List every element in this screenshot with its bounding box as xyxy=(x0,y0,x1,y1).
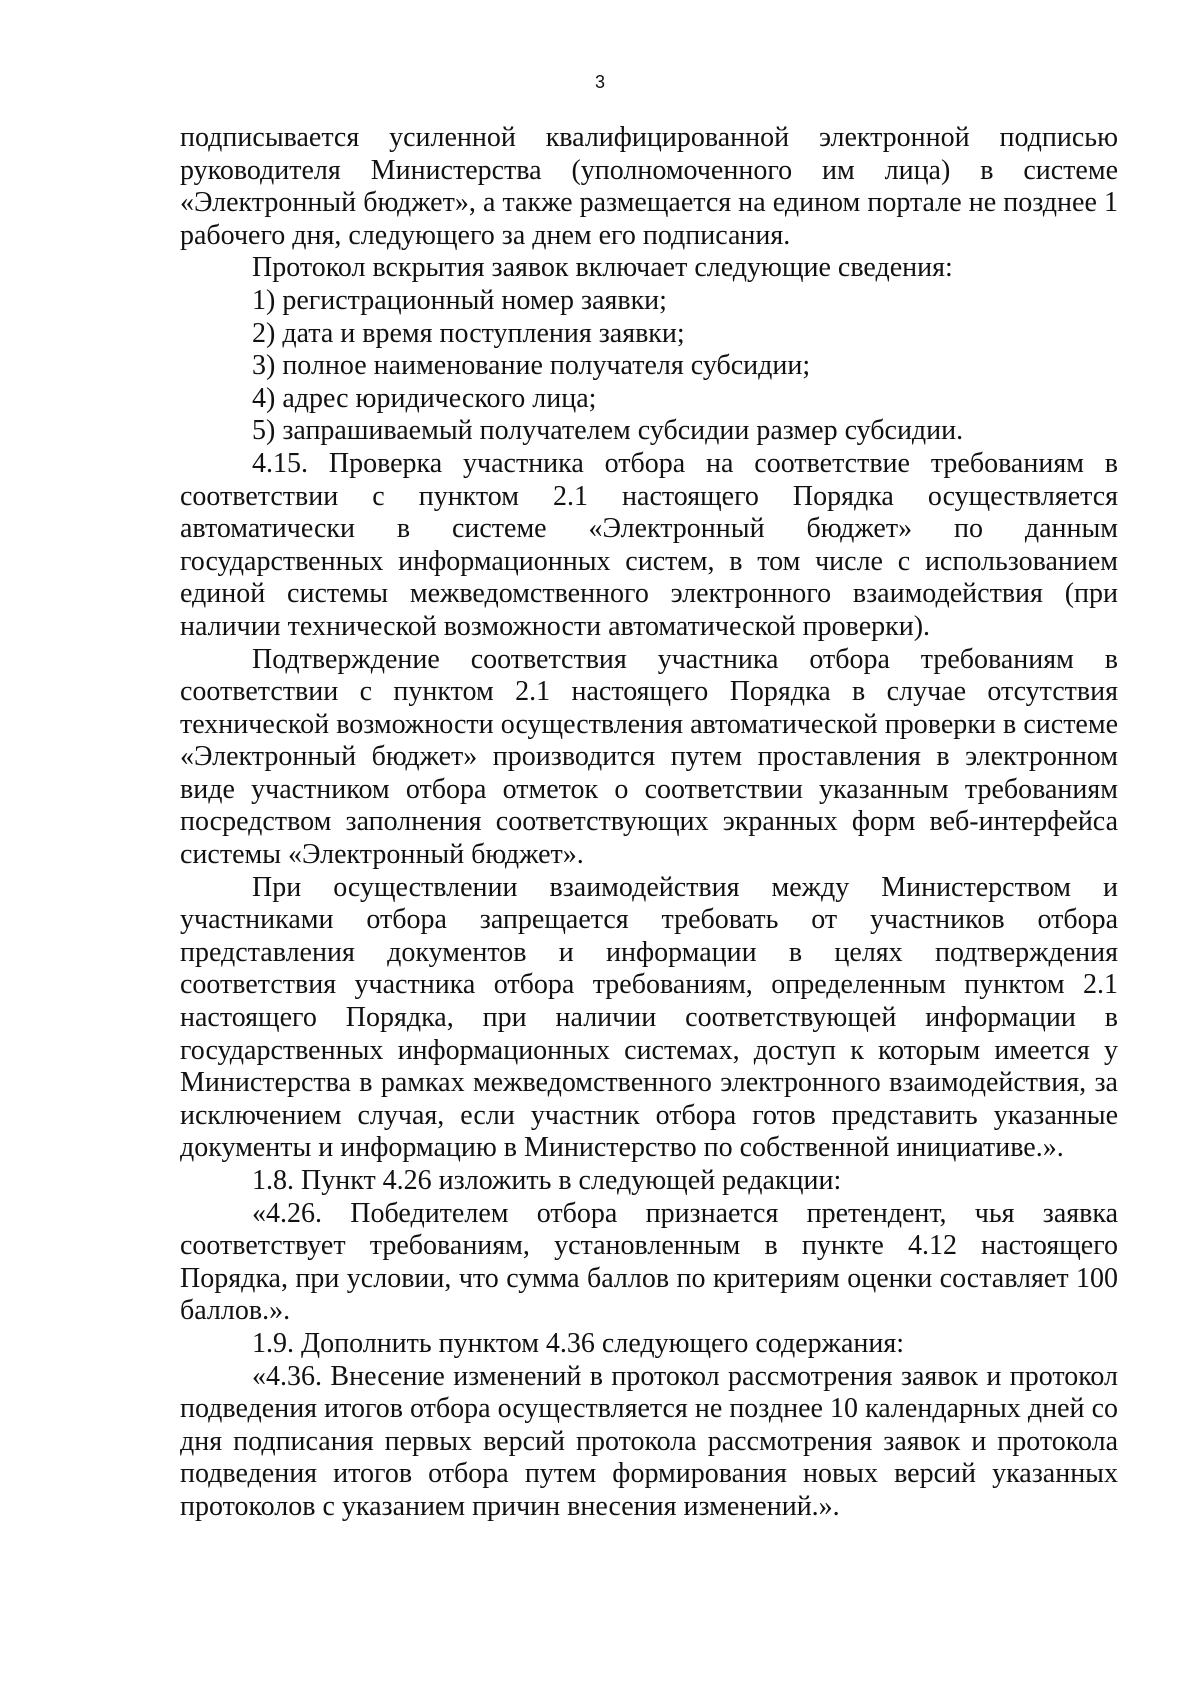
paragraph: Подтверждение соответствия участника отбора требованиям в соответствии с пунктом 2.1 настоящего Порядка в случае отсутствия технической возможности осуществления автоматической проверки в системе «Электронный бюджет» производится путем проставления в электронном виде участником отбора отметок о соответствии указанным требованиям посредством заполнения соответствующих экранных форм веб-интерфейса системы «Электронный бюджет». xyxy=(180,643,1118,871)
paragraph: 5) запрашиваемый получателем субсидии размер субсидии. xyxy=(252,415,964,447)
paragraph: 1.8. Пункт 4.26 изложить в следующей редакции: xyxy=(252,1165,842,1196)
paragraph: 4.15. Проверка участника отбора на соответствие требованиям в соответствии с пунктом 2.1 настоящего Порядка осуществляется автоматически в системе «Электронный бюджет» по данным государственных информационных систем, в том числе с использованием единой системы межведомственного электронного взаимодействия (при наличии технической возможности автоматической проверки). xyxy=(180,447,1118,642)
paragraph: 1.9. Дополнить пунктом 4.36 следующего содержания: xyxy=(252,1327,905,1359)
paragraph: 1) регистрационный номер заявки; xyxy=(252,284,667,316)
paragraph: 3) полное наименование получателя субсидии; xyxy=(252,350,811,382)
document-body xyxy=(180,122,1118,1524)
paragraph: 2) дата и время поступления заявки; xyxy=(252,317,685,349)
page-number: 3 xyxy=(594,72,605,92)
paragraph: «4.26. Победителем отбора признается претендент, чья заявка соответствует требованиям, установленным в пункте 4.12 настоящего Порядка, при условии, что сумма баллов по критериям оценки составляет 100 баллов.». xyxy=(180,1197,1118,1327)
paragraph: 4) адрес юридического лица; xyxy=(252,382,597,414)
paragraph: При осуществлении взаимодействия между Министерством и участниками отбора запрещается требовать от участников отбора представления документов и информации в целях подтверждения соответствия участника отбора требованиям, определенным пунктом 2.1 настоящего Порядка, при наличии соответствующей информации в государственных информационных системах, доступ к которым имеется у Министерства в рамках межведомственного электронного взаимодействия, за исключением случая, если участник отбора готов представить указанные документы и информацию в Министерство по собственной инициативе.». xyxy=(180,871,1118,1164)
paragraph: Протокол вскрытия заявок включает следующие сведения: xyxy=(252,252,953,284)
paragraph: подписывается усиленной квалифицированной электронной подписью руководителя Министерства (уполномоченного им лица) в системе «Электронный бюджет», а также размещается на едином портале не позднее 1 рабочего дня, следующего за днем его подписания. xyxy=(180,122,1118,251)
paragraph: «4.36. Внесение изменений в протокол рассмотрения заявок и протокол подведения итогов отбора осуществляется не позднее 10 календарных дней со дня подписания первых версий протокола рассмотрения заявок и протокола подведения итогов отбора путем формирования новых версий указанных протоколов с указанием причин внесения изменений.». xyxy=(180,1360,1118,1522)
